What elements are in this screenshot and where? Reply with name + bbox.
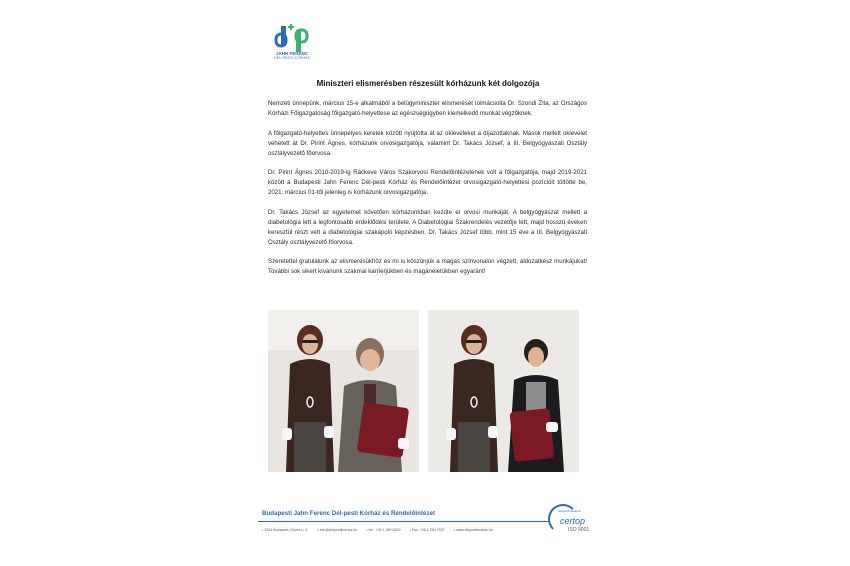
footer-organization: Budapesti Jahn Ferenc Dél-pesti Kórház és Rendelőintézet	[262, 510, 435, 517]
paragraph-4: Dr. Takács József az egyetemet követően kórházunkban kezdte el orvosi munkáját. A belgyógyászat mellett a diabetológia lett a legfontosabb érdeklődési területe. A Diabetológiai Szakrendelés vezetője lett, majd hosszú éveken keresztül részt vett a diabetológiai szakápoló képzésben. Dr. Takács József több, mint 15 éve a III. Belgyógyászati Osztály osztályvezető főorvosa.	[268, 208, 587, 246]
footer-email: • info@delpestikorhaz.hu	[317, 528, 357, 532]
paragraph-1: Nemzeti ünnepünk, március 15-e alkalmából a belügyminiszter elismerését tolmácsolta Dr. Szondi Zita, az Országos Kórházi Főigazgatóság főigazgató-helyettese az egészségügyben kiemelkedő munkát végzőknek.	[268, 100, 587, 117]
certop-small-text: Tanúsított Rendszer	[558, 510, 582, 513]
footer-contacts	[262, 528, 552, 532]
article-body	[268, 99, 587, 287]
footer-fax: • Fax: +36 1 284 7937	[409, 528, 444, 532]
paragraph-2: A főigazgató-helyettes ünnepélyes keretek között nyújtotta át az okleveleket a díjazottaknak. Mások mellett oklevelet vehetett át Dr. Pirint Ágnes, kórházunk orvosigazgatója, valamint Dr. Takács József, a III. Belgyógyászati Osztály osztályvezető főorvosa.	[268, 129, 587, 157]
certop-name: certop	[560, 516, 586, 526]
certop-iso-logo	[548, 504, 600, 540]
certop-iso: ISO 9001	[568, 527, 590, 533]
award-photo-2	[428, 310, 579, 472]
footer-phone: • tel.: +36 1 289 6200	[366, 528, 400, 532]
footer-address: • 1204 Budapest, Köves u. 1.	[262, 528, 308, 532]
footer-website: • www.delpestikorhaz.hu	[454, 528, 493, 532]
logo-line2: DÉL-PESTI KÓRHÁZ	[274, 56, 310, 60]
footer-divider	[258, 521, 548, 522]
paragraph-5: Szeretettel gratulálunk az elismerésükhöz és mi is köszönjük a magas színvonalon végzett, áldozatkész munkájukat! További sok sikert kívánunk szakmai karrierjükben és magánéletükben egyaránt!	[268, 258, 587, 275]
logo-line1: JAHN FERENC	[275, 51, 308, 56]
article-title: Miniszteri elismerésben részesült kórházunk két dolgozója	[316, 79, 540, 88]
award-photo-1	[268, 310, 419, 472]
paragraph-3: Dr. Pirint Ágnes 2010-2019-ig Ráckeve Város Szakorvosi Rendelőintézetének volt a főigazgatója, majd 2019-2021 között a Budapesti Jahn Ferenc Dél-pesti Kórház és Rendelőintézet orvosigazgató-helyettesi pozícióit töltötte be, 2021. március 01-től jelenleg is kórházunk orvosigazgatója.	[268, 169, 587, 196]
